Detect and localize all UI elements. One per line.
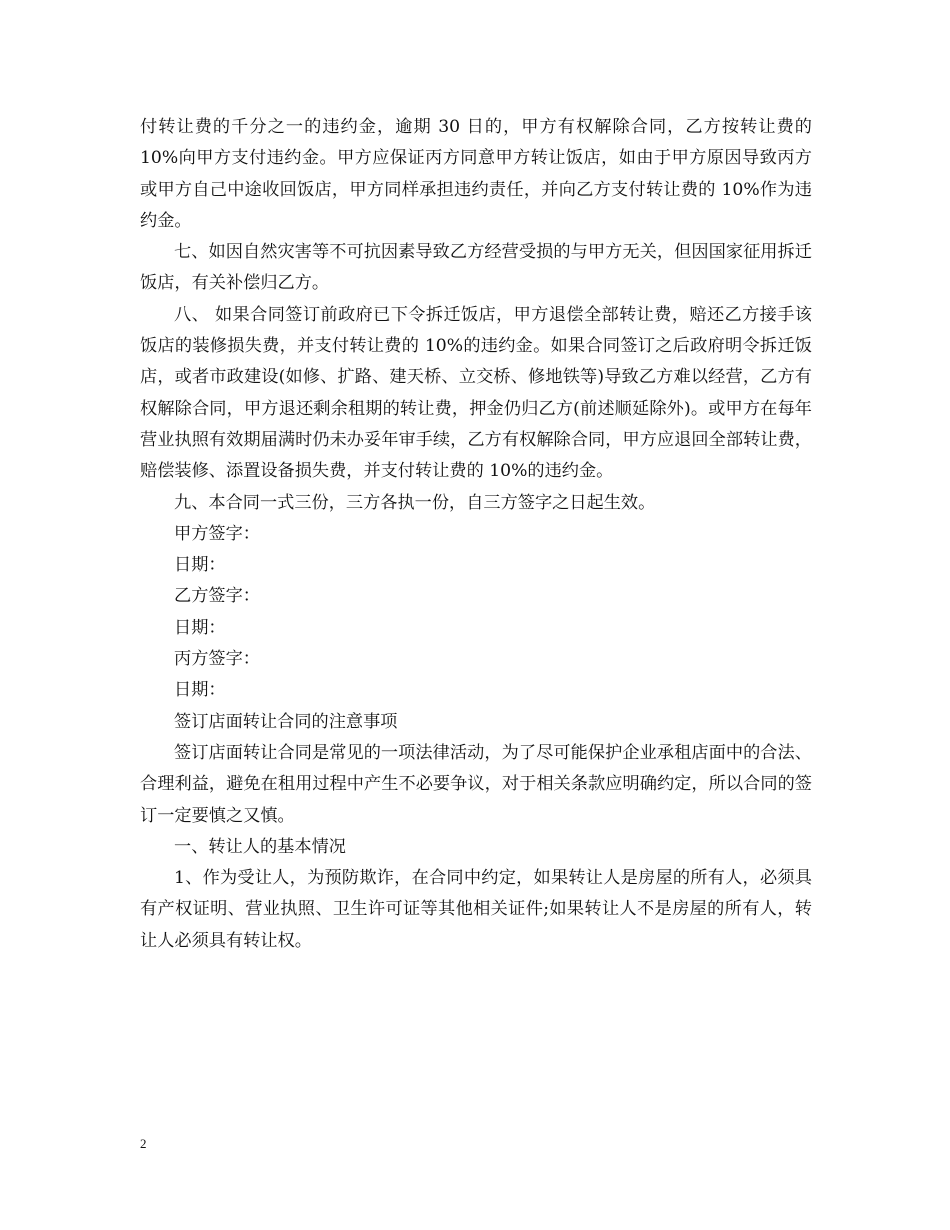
subheading-transferor-info: 一、转让人的基本情况 xyxy=(174,836,346,857)
party-b-signature-label: 乙方签字： xyxy=(174,586,260,607)
document-body xyxy=(140,112,812,957)
clause-nine: 九、本合同一式三份，三方各执一份，自三方签字之日起生效。 xyxy=(174,492,656,513)
page-number: 2 xyxy=(140,1136,147,1151)
clause-eight: 八、 如果合同签订前政府已下令拆迁饭店，甲方退偿全部转让费，赔还乙方接手该饭店的装修损失费，并支付转让费的 10%的违约金。如果合同签订之后政府明令拆迁饭店，或者市政建设(如修、扩路、建天桥、立交桥、修地铁等)导致乙方难以经营，乙方有权解除合同，甲方退还剩余租期的转让费，押金仍归乙方(前述顺延除外)。或甲方在每年营业执照有效期届满时仍未办妥年审手续，乙方有权解除合同，甲方应退回全部转让费，赔偿装修、添置设备损失费，并支付转让费的 10%的违约金。 xyxy=(140,304,812,482)
paragraph-penalty-continued: 付转让费的千分之一的违约金，逾期 30 日的，甲方有权解除合同，乙方按转让费的 10%向甲方支付违约金。甲方应保证丙方同意甲方转让饭店，如由于甲方原因导致丙方或甲方自己中途收回饭店，甲方同样承担违约责任，并向乙方支付转让费的 10%作为违约金。 xyxy=(140,117,812,231)
party-a-date-label: 日期： xyxy=(174,555,226,576)
section-heading-notes: 签订店面转让合同的注意事项 xyxy=(174,711,398,732)
party-b-date-label: 日期： xyxy=(174,617,226,638)
note-item-one: 1、作为受让人，为预防欺诈，在合同中约定，如果转让人是房屋的所有人，必须具有产权证明、营业执照、卫生许可证等其他相关证件;如果转让人不是房屋的所有人，转让人必须具有转让权。 xyxy=(140,868,812,951)
party-c-signature-label: 丙方签字： xyxy=(174,649,260,670)
notes-intro-paragraph: 签订店面转让合同是常见的一项法律活动，为了尽可能保护企业承租店面中的合法、合理利益，避免在租用过程中产生不必要争议，对于相关条款应明确约定，所以合同的签订一定要慎之又慎。 xyxy=(140,742,812,826)
clause-seven: 七、如因自然灾害等不可抗因素导致乙方经营受损的与甲方无关，但因国家征用拆迁饭店，有关补偿归乙方。 xyxy=(140,242,812,294)
party-a-signature-label: 甲方签字： xyxy=(174,523,260,544)
party-c-date-label: 日期： xyxy=(174,680,226,701)
